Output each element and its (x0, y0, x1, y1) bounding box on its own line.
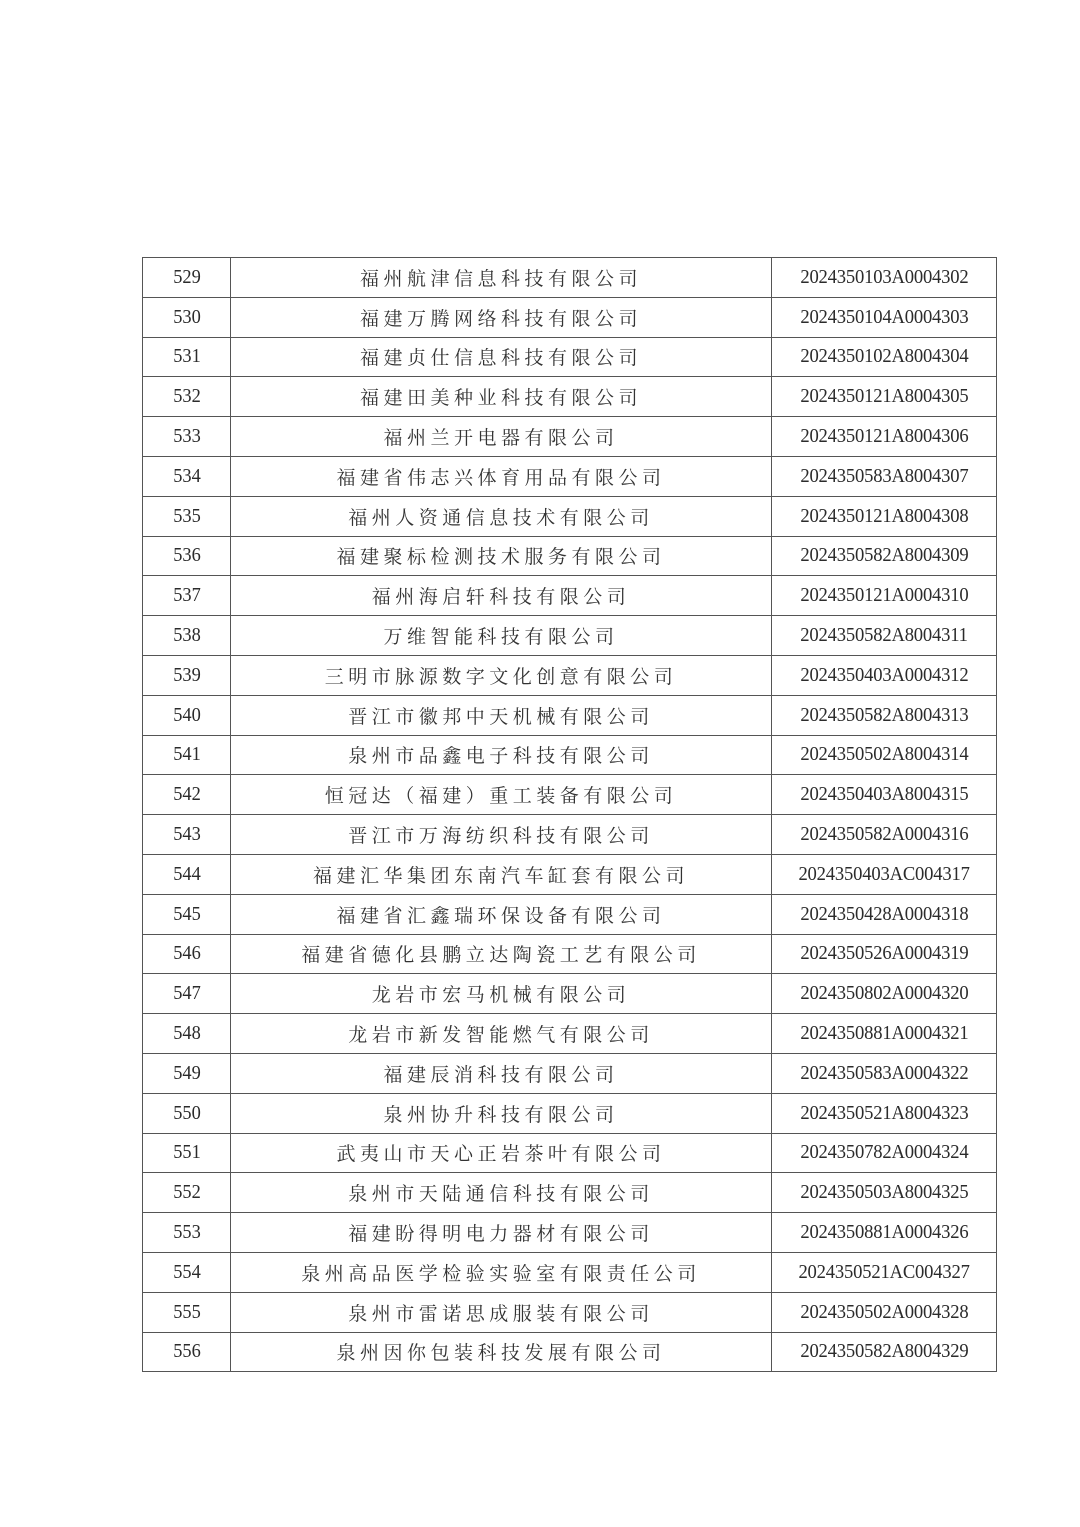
registration-code: 2024350802A0004320 (799, 982, 969, 1005)
row-index: 539 (172, 663, 201, 686)
row-index-cell (143, 1292, 231, 1332)
company-name: 泉州因你包装科技发展有限公司 (336, 1342, 666, 1365)
registration-code: 2024350403A8004315 (799, 783, 969, 806)
registration-code-cell (772, 616, 997, 656)
table-body (143, 258, 997, 1372)
table-row (143, 576, 997, 616)
row-index: 543 (172, 823, 201, 846)
row-index: 535 (172, 504, 201, 527)
registration-code: 2024350502A8004314 (799, 743, 969, 766)
row-index-cell (143, 1014, 231, 1054)
registration-code-cell (772, 536, 997, 576)
table-row (143, 297, 997, 337)
registration-code-cell (772, 496, 997, 536)
registration-code-cell (772, 1292, 997, 1332)
registration-code-cell (772, 655, 997, 695)
table-row (143, 1093, 997, 1133)
row-index-cell (143, 735, 231, 775)
registration-code-cell (772, 974, 997, 1014)
registration-code-cell (772, 1173, 997, 1213)
company-name-cell (231, 1133, 772, 1173)
row-index: 546 (172, 942, 201, 965)
row-index: 547 (172, 982, 201, 1005)
registration-code-cell (772, 894, 997, 934)
row-index: 537 (172, 584, 201, 607)
row-index: 536 (172, 544, 201, 567)
row-index: 544 (172, 862, 201, 885)
registration-code-cell (772, 417, 997, 457)
table-row (143, 1252, 997, 1292)
registration-code-cell (772, 775, 997, 815)
row-index-cell (143, 616, 231, 656)
row-index-cell (143, 1332, 231, 1372)
registration-code: 2024350582A8004309 (799, 544, 969, 567)
company-name-cell (231, 1332, 772, 1372)
registration-code-cell (772, 337, 997, 377)
company-name: 福建盼得明电力器材有限公司 (348, 1223, 654, 1246)
registration-code-cell (772, 1053, 997, 1093)
row-index-cell (143, 655, 231, 695)
table-row (143, 655, 997, 695)
company-name: 晋江市徽邦中天机械有限公司 (348, 705, 654, 728)
company-name: 晋江市万海纺织科技有限公司 (348, 825, 654, 848)
company-name: 福建辰消科技有限公司 (383, 1063, 619, 1086)
company-name-cell (231, 496, 772, 536)
registration-code-cell (772, 854, 997, 894)
company-name: 福建省德化县鹏立达陶瓷工艺有限公司 (301, 944, 701, 967)
company-name-cell (231, 974, 772, 1014)
table-row (143, 894, 997, 934)
row-index-cell (143, 695, 231, 735)
row-index-cell (143, 576, 231, 616)
registration-code: 2024350582A8004311 (800, 624, 968, 647)
company-name-cell (231, 297, 772, 337)
row-index-cell (143, 1093, 231, 1133)
registration-code: 2024350583A8004307 (799, 464, 969, 487)
company-name: 福州航津信息科技有限公司 (359, 267, 642, 290)
registration-code: 2024350503A8004325 (799, 1181, 969, 1204)
row-index-cell (143, 775, 231, 815)
row-index-cell (143, 1133, 231, 1173)
registration-code: 2024350121A8004308 (799, 504, 969, 527)
registration-code: 2024350583A0004322 (799, 1061, 969, 1084)
company-name-cell (231, 417, 772, 457)
registration-code-cell (772, 576, 997, 616)
row-index: 545 (172, 902, 201, 925)
registration-code: 2024350121A0004310 (799, 584, 969, 607)
row-index: 532 (172, 385, 201, 408)
table-row (143, 934, 997, 974)
row-index-cell (143, 934, 231, 974)
company-name: 恒冠达（福建）重工装备有限公司 (324, 785, 678, 808)
registration-code: 2024350104A0004303 (799, 305, 969, 328)
row-index-cell (143, 536, 231, 576)
company-name-cell (231, 337, 772, 377)
company-name: 泉州市雷诺思成服装有限公司 (348, 1302, 654, 1325)
row-index-cell (143, 1252, 231, 1292)
registration-code-cell (772, 456, 997, 496)
company-name: 泉州协升科技有限公司 (383, 1103, 619, 1126)
registration-code: 2024350403AC004317 (798, 862, 970, 885)
registration-code: 2024350526A0004319 (799, 942, 969, 965)
registration-code-cell (772, 1213, 997, 1253)
company-name-cell (231, 815, 772, 855)
company-name-cell (231, 1014, 772, 1054)
company-name-cell (231, 735, 772, 775)
company-name-cell (231, 456, 772, 496)
company-name-cell (231, 1252, 772, 1292)
company-name-cell (231, 1173, 772, 1213)
company-name: 福建贞仕信息科技有限公司 (359, 347, 642, 370)
row-index-cell (143, 974, 231, 1014)
registration-code-cell (772, 1014, 997, 1054)
registration-code-cell (772, 934, 997, 974)
registration-code: 2024350121A8004305 (799, 385, 969, 408)
table-row (143, 1053, 997, 1093)
company-name: 福州兰开电器有限公司 (383, 427, 619, 450)
registration-code-cell (772, 1093, 997, 1133)
row-index: 542 (172, 783, 201, 806)
table-row (143, 377, 997, 417)
table-row (143, 616, 997, 656)
row-index-cell (143, 854, 231, 894)
row-index: 555 (172, 1300, 201, 1323)
registration-code-cell (772, 258, 997, 298)
table-row (143, 974, 997, 1014)
row-index: 553 (172, 1221, 201, 1244)
row-index: 529 (172, 265, 201, 288)
table-row (143, 1173, 997, 1213)
company-name: 泉州市品鑫电子科技有限公司 (348, 745, 654, 768)
registration-code-cell (772, 735, 997, 775)
registration-code: 2024350782A0004324 (799, 1141, 969, 1164)
company-name-cell (231, 576, 772, 616)
row-index-cell (143, 456, 231, 496)
registration-code: 2024350103A0004302 (799, 265, 969, 288)
company-name-cell (231, 1213, 772, 1253)
registration-code-cell (772, 815, 997, 855)
company-name-cell (231, 377, 772, 417)
row-index-cell (143, 297, 231, 337)
company-name: 龙岩市新发智能燃气有限公司 (348, 1024, 654, 1047)
registration-code: 2024350582A0004316 (799, 823, 969, 846)
registration-code: 2024350521A8004323 (799, 1101, 969, 1124)
company-name: 福建田美种业科技有限公司 (359, 387, 642, 410)
registration-code-cell (772, 297, 997, 337)
registration-code-cell (772, 1252, 997, 1292)
row-index: 540 (172, 703, 201, 726)
table-row (143, 1292, 997, 1332)
company-name-cell (231, 1053, 772, 1093)
registration-code: 2024350881A0004321 (799, 1022, 969, 1045)
row-index-cell (143, 258, 231, 298)
row-index: 549 (172, 1061, 201, 1084)
company-name: 福州人资通信息技术有限公司 (348, 506, 654, 529)
table-row (143, 1133, 997, 1173)
company-name: 泉州市天陆通信科技有限公司 (348, 1183, 654, 1206)
table-row (143, 735, 997, 775)
company-name-cell (231, 695, 772, 735)
company-name: 福建省汇鑫瑞环保设备有限公司 (336, 904, 666, 927)
row-index-cell (143, 1053, 231, 1093)
company-name: 福建汇华集团东南汽车缸套有限公司 (312, 864, 689, 887)
company-name-cell (231, 894, 772, 934)
row-index: 556 (172, 1340, 201, 1363)
company-name: 龙岩市宏马机械有限公司 (371, 984, 631, 1007)
table-row (143, 417, 997, 457)
row-index: 541 (172, 743, 201, 766)
company-name-cell (231, 1093, 772, 1133)
row-index: 534 (172, 464, 201, 487)
row-index-cell (143, 1173, 231, 1213)
table-row (143, 258, 997, 298)
row-index: 538 (172, 624, 201, 647)
row-index-cell (143, 1213, 231, 1253)
registration-code: 2024350428A0004318 (799, 902, 969, 925)
company-name: 万维智能科技有限公司 (383, 626, 619, 649)
registration-code-cell (772, 377, 997, 417)
row-index-cell (143, 417, 231, 457)
table-row (143, 536, 997, 576)
company-name: 福建省伟志兴体育用品有限公司 (336, 466, 666, 489)
registration-code: 2024350521AC004327 (798, 1260, 970, 1283)
table-row (143, 695, 997, 735)
registration-code: 2024350502A0004328 (799, 1300, 969, 1323)
registration-code-cell (772, 695, 997, 735)
registration-code: 2024350403A0004312 (799, 663, 969, 686)
registration-code: 2024350582A8004313 (799, 703, 969, 726)
company-name: 福建万腾网络科技有限公司 (359, 307, 642, 330)
row-index: 533 (172, 425, 201, 448)
company-name-cell (231, 854, 772, 894)
registration-code: 2024350582A8004329 (799, 1340, 969, 1363)
row-index: 530 (172, 305, 201, 328)
company-name: 泉州高品医学检验实验室有限责任公司 (301, 1262, 701, 1285)
table-row (143, 815, 997, 855)
company-name: 武夷山市天心正岩茶叶有限公司 (336, 1143, 666, 1166)
registration-code: 2024350881A0004326 (799, 1221, 969, 1244)
company-name-cell (231, 655, 772, 695)
table-row (143, 775, 997, 815)
row-index: 551 (172, 1141, 201, 1164)
company-name-cell (231, 1292, 772, 1332)
registration-code: 2024350102A8004304 (799, 345, 969, 368)
table-row (143, 1014, 997, 1054)
row-index-cell (143, 377, 231, 417)
company-name-cell (231, 258, 772, 298)
company-name-cell (231, 775, 772, 815)
table-row (143, 854, 997, 894)
company-name: 三明市脉源数字文化创意有限公司 (324, 665, 678, 688)
row-index: 554 (172, 1260, 201, 1283)
registration-code-cell (772, 1133, 997, 1173)
company-name-cell (231, 934, 772, 974)
company-name: 福建聚标检测技术服务有限公司 (336, 546, 666, 569)
table-row (143, 337, 997, 377)
row-index: 550 (172, 1101, 201, 1124)
table-row (143, 1213, 997, 1253)
row-index: 552 (172, 1181, 201, 1204)
table-row (143, 456, 997, 496)
registration-code: 2024350121A8004306 (799, 425, 969, 448)
row-index: 548 (172, 1022, 201, 1045)
row-index-cell (143, 496, 231, 536)
registration-code-cell (772, 1332, 997, 1372)
table-row (143, 496, 997, 536)
table-row (143, 1332, 997, 1372)
company-name-cell (231, 536, 772, 576)
company-name-cell (231, 616, 772, 656)
row-index: 531 (172, 345, 201, 368)
row-index-cell (143, 337, 231, 377)
row-index-cell (143, 815, 231, 855)
row-index-cell (143, 894, 231, 934)
company-registry-table (142, 257, 997, 1372)
company-name: 福州海启轩科技有限公司 (371, 586, 631, 609)
